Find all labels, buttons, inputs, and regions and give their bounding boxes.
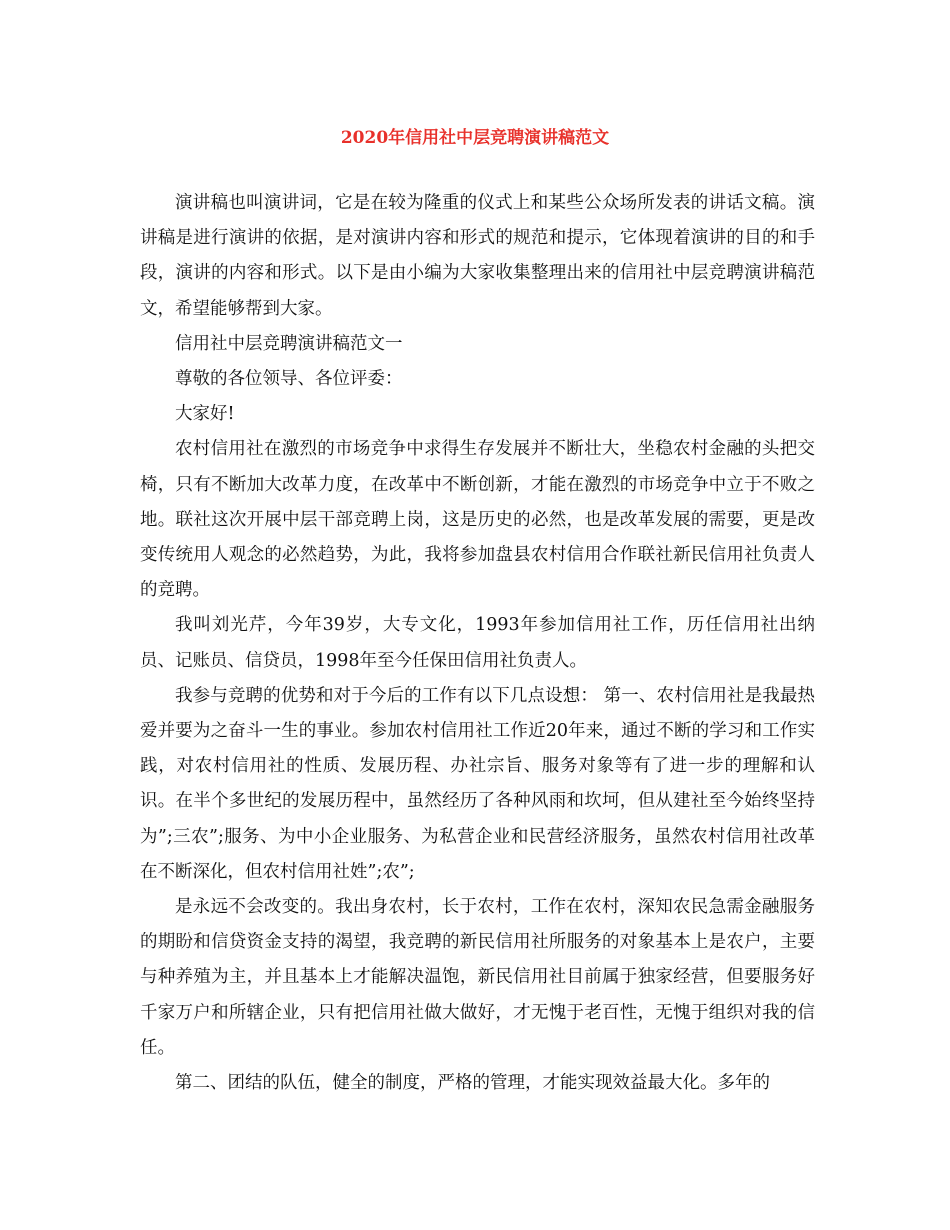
document-title: 2020年信用社中层竞聘演讲稿范文 xyxy=(340,128,610,148)
paragraph-greeting: 大家好! xyxy=(175,404,235,425)
paragraph-salutation: 尊敬的各位领导、各位评委： xyxy=(175,369,403,390)
paragraph-point-one: 我参与竞聘的优势和对于今后的工作有以下几点设想： 第一、农村信用社是我最热爱并要为之奋斗一生的事业。参加农村信用社工作近20年来，通过不断的学习和工作实践，对农村信用社的性质、发展历程、办社宗旨、服务对象等有了进一步的理解和认识。在半个多世纪的发展历程中，虽然经历了各种风雨和坎坷，但从建社至今始终坚持为”;三农”;服务、为中小企业服务、为私营企业和民营经济服务，虽然农村信用社改革在不断深化，但农村信用社姓”;农”; xyxy=(140,685,815,882)
paragraph-section-heading: 信用社中层竞聘演讲稿范文一 xyxy=(175,333,403,354)
paragraph-point-one-continued: 是永远不会改变的。我出身农村，长于农村，工作在农村，深知农民急需金融服务的期盼和信贷资金支持的渴望，我竞聘的新民信用社所服务的对象基本上是农户，主要与种养殖为主，并且基本上才能解决温饱，新民信用社目前属于独家经营，但要服务好千家万户和所辖企业，只有把信用社做大做好，才无愧于老百性，无愧于组织对我的信任。 xyxy=(140,897,815,1058)
paragraph-self-introduction: 我叫刘光芹，今年39岁，大专文化，1993年参加信用社工作，历任信用社出纳员、记账员、信贷员，1998年至今任保田信用社负责人。 xyxy=(140,615,815,671)
paragraph-intro: 演讲稿也叫演讲词，它是在较为隆重的仪式上和某些公众场所发表的讲话文稿。演讲稿是进行演讲的依据，是对演讲内容和形式的规范和提示，它体现着演讲的目的和手段，演讲的内容和形式。以下是由小编为大家收集整理出来的信用社中层竞聘演讲稿范文，希望能够帮到大家。 xyxy=(140,193,815,319)
paragraph-point-two: 第二、团结的队伍，健全的制度，严格的管理，才能实现效益最大化。多年的 xyxy=(175,1073,770,1094)
paragraph-background: 农村信用社在激烈的市场竞争中求得生存发展并不断壮大，坐稳农村金融的头把交椅，只有不断加大改革力度，在改革中不断创新，才能在激烈的市场竞争中立于不败之地。联社这次开展中层干部竞聘上岗，这是历史的必然，也是改革发展的需要，更是改变传统用人观念的必然趋势，为此，我将参加盘县农村信用合作联社新民信用社负责人的竞聘。 xyxy=(140,439,815,601)
document-body xyxy=(140,186,815,1101)
